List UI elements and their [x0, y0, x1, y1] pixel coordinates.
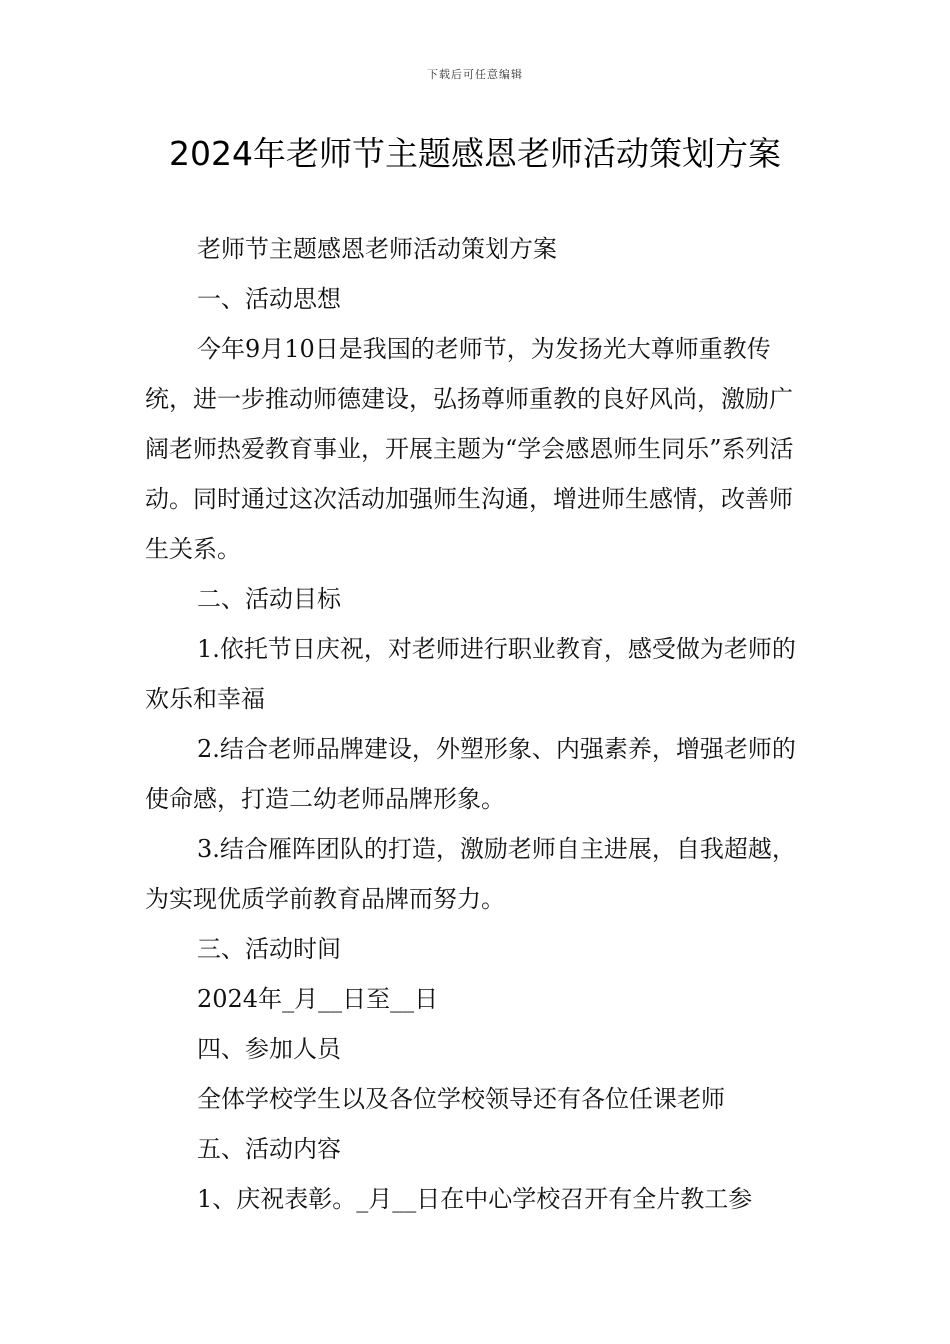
goal-item-1: 1.依托节日庆祝，对老师进行职业教育，感受做为老师的欢乐和幸福 — [145, 635, 796, 713]
section-heading-3: 三、活动时间 — [197, 935, 341, 963]
header-note: 下载后可任意编辑 — [427, 68, 523, 81]
activity-date: 2024年_月__日至__日 — [197, 985, 439, 1013]
section-heading-1: 一、活动思想 — [197, 285, 341, 313]
document-title: 2024年老师节主题感恩老师活动策划方案 — [169, 134, 781, 173]
goal-item-3: 3.结合雁阵团队的打造，激励老师自主进展，自我超越，为实现优质学前教育品牌而努力。 — [145, 835, 796, 913]
section-heading-2: 二、活动目标 — [197, 585, 341, 613]
body-paragraph-1: 今年9月10日是我国的老师节，为发扬光大尊师重教传统，进一步推动师德建设，弘扬尊师重教的良好风尚，激励广阔老师热爱教育事业，开展主题为“学会感恩师生同乐”系列活动。同时通过这次活动加强师生沟通，增进师生感情，改善师生关系。 — [145, 335, 794, 563]
participants-text: 全体学校学生以及各位学校领导还有各位任课老师 — [197, 1085, 725, 1113]
content-item-1: 1、庆祝表彰。_月__日在中心学校召开有全片教工参 — [197, 1185, 753, 1213]
goal-item-2: 2.结合老师品牌建设，外塑形象、内强素养，增强老师的使命感，打造二幼老师品牌形象。 — [145, 735, 796, 813]
document-body — [145, 224, 810, 1224]
section-heading-5: 五、活动内容 — [197, 1135, 341, 1163]
subtitle-paragraph: 老师节主题感恩老师活动策划方案 — [197, 235, 557, 263]
section-heading-4: 四、参加人员 — [197, 1035, 341, 1063]
